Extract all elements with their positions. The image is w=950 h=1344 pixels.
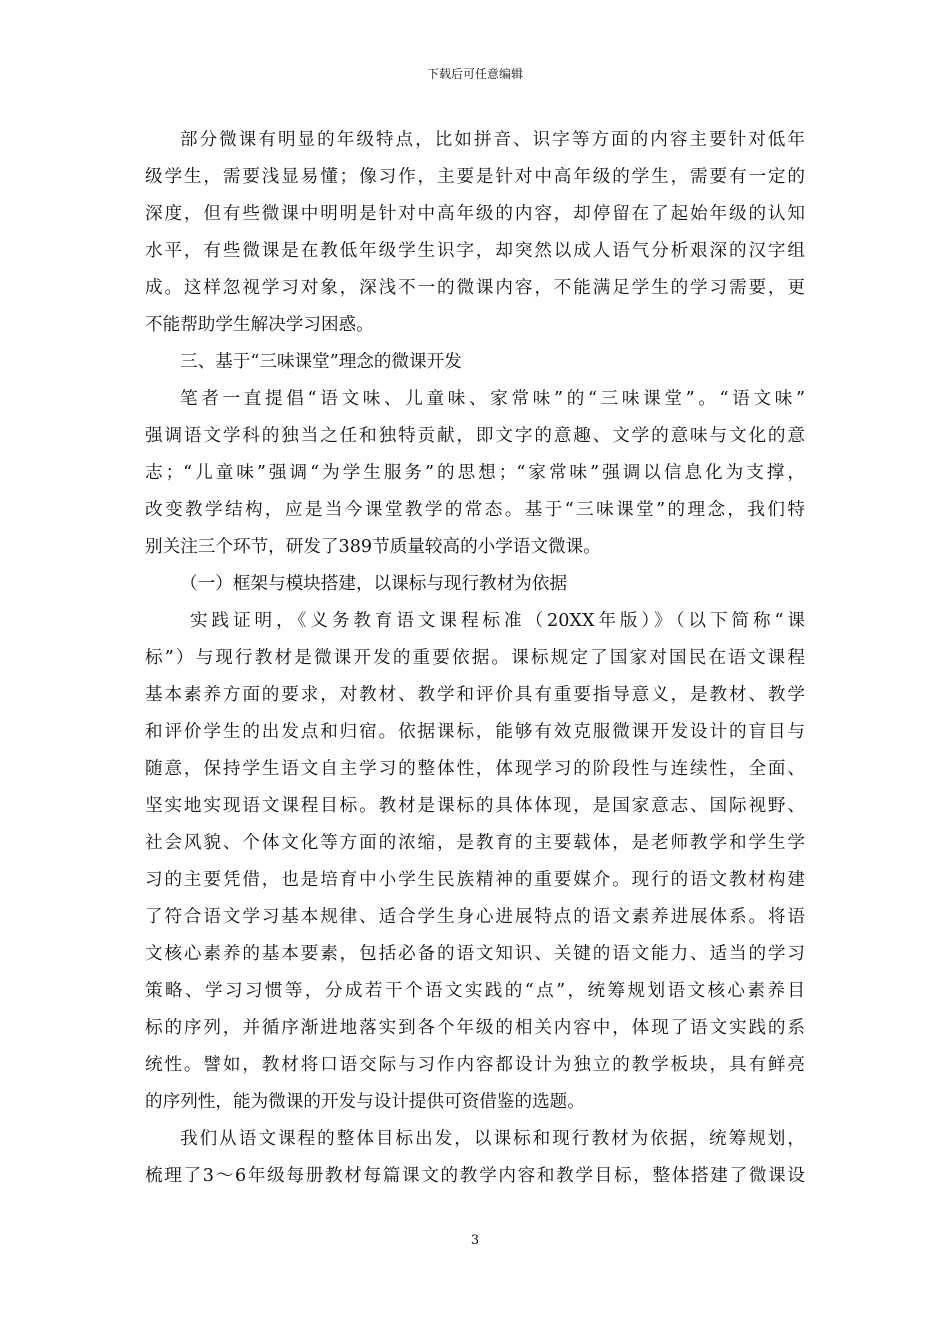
paragraph-line: 不能帮助学生解决学习困惑。 [145,315,374,335]
paragraph-line: 级学生，需要浅显易懂；像习作，主要是针对中高年级的学生，需要有一定的 [145,167,805,187]
paragraph-line: 志；“儿童味”强调“为学生服务”的思想；“家常味”强调以信息化为支撑， [145,463,805,483]
subsection-heading: （一）框架与模块搭建，以课标与现行教材为依据 [180,574,568,594]
paragraph-line: 基本素养方面的要求，对教材、教学和评价具有重要指导意义，是教材、教学 [145,685,805,705]
paragraph-line: 别关注三个环节，研发了389节质量较高的小学语文微课。 [145,537,601,557]
paragraph-line: 的序列性，能为微课的开发与设计提供可资借鉴的选题。 [145,1092,585,1112]
paragraph-line: 坚实地实现语文课程目标。教材是课标的具体体现，是国家意志、国际视野、 [145,796,805,816]
page-number: 3 [470,1233,480,1248]
paragraph-line: 水平，有些微课是在教低年级学生识字，却突然以成人语气分析艰深的汉字组 [145,241,805,261]
paragraph-line: 社会风貌、个体文化等方面的浓缩，是教育的主要载体，是老师教学和学生学 [145,833,805,853]
paragraph-line: 标的序列，并循序渐进地落实到各个年级的相关内容中，体现了语文实践的系 [145,1018,805,1038]
paragraph-line: 策略、学习习惯等，分成若干个语文实践的“点”，统筹规划语文核心素养目 [145,981,805,1001]
paragraph-line: 统性。譬如，教材将口语交际与习作内容都设计为独立的教学板块，具有鲜亮 [145,1055,805,1075]
paragraph-line: 标”）与现行教材是微课开发的重要依据。课标规定了国家对国民在语文课程 [145,648,805,668]
paragraph-line: 强调语文学科的独当之任和独特贡献，即文字的意趣、文学的意味与文化的意 [145,426,805,446]
section-heading: 三、基于“三味课堂”理念的微课开发 [180,352,462,372]
paragraph-line: 和评价学生的出发点和归宿。依据课标，能够有效克服微课开发设计的盲目与 [145,722,805,742]
paragraph-line: 梳理了3～6年级每册教材每篇课文的教学内容和教学目标，整体搭建了微课设 [145,1166,805,1186]
paragraph-line: 成。这样忽视学习对象，深浅不一的微课内容，不能满足学生的学习需要，更 [145,278,805,298]
paragraph-line: 部分微课有明显的年级特点，比如拼音、识字等方面的内容主要针对低年 [180,130,805,150]
paragraph-line: 了符合语文学习基本规律、适合学生身心进展特点的语文素养进展体系。将语 [145,907,805,927]
paragraph-line: 笔者一直提倡“语文味、儿童味、家常味”的“三味课堂”。“语文味” [180,389,805,409]
paragraph-line: 实践证明，《义务教育语文课程标准（20XX年版）》（以下简称“课 [190,611,805,631]
body-text [145,122,805,1195]
paragraph-line: 文核心素养的基本要素，包括必备的语文知识、关键的语文能力、适当的学习 [145,944,805,964]
paragraph-line: 随意，保持学生语文自主学习的整体性，体现学习的阶段性与连续性，全面、 [145,759,805,779]
page-header: 下载后可任意编辑 [426,67,523,81]
paragraph-line: 改变教学结构，应是当今课堂教学的常态。基于“三味课堂”的理念，我们特 [145,500,805,520]
paragraph-line: 习的主要凭借，也是培育中小学生民族精神的重要媒介。现行的语文教材构建 [145,870,805,890]
paragraph-line: 深度，但有些微课中明明是针对中高年级的内容，却停留在了起始年级的认知 [145,204,805,224]
paragraph-line: 我们从语文课程的整体目标出发，以课标和现行教材为依据，统筹规划， [180,1129,805,1149]
